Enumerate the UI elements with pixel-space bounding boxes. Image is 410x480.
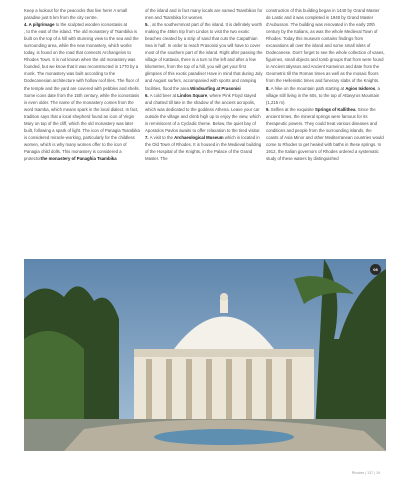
body-text: of the island and in fact many locals are named Tsambikos for men and Tsambika for women.	[145, 8, 263, 21]
body-text: , at the southernmost part of the island. It is definitely worth making the 45km trip from Lindos to visit the two exotic beaches created by a strip of sand that cuts the Carpathian Sea in half. In order to reach Prasonisi you will have to cover most of the southern part of the island. Right after passing the village of Kattavia, there is a turn to the left and after a few kilometres, from the top of a hill, you will get your first glimpses of this exotic paradise! Have in mind that during July and August surfers, accompanied with sports and camping facilities, flood the area.	[145, 22, 263, 91]
item-number: 7.	[145, 134, 150, 140]
paragraph	[24, 28, 143, 162]
item-number: 5.	[145, 22, 150, 28]
paragraph	[266, 106, 385, 162]
body-text: A hike on the mountain path starting at	[270, 85, 346, 91]
page-folio: Rhodes | 137 | 19	[351, 471, 380, 475]
highlight-text: Agios Isidoros	[345, 85, 376, 91]
highlight-text: Archaeological Museum	[174, 134, 224, 140]
text-column-1	[24, 7, 143, 162]
body-text: Selfies at the exquisite	[270, 106, 315, 112]
kallithea-springs-photo	[24, 259, 386, 451]
body-text: which is located in the Old Town of Rhodes. It is housed in the Medieval building of the Hospital of the Knights, in the Palace of the Grand Master. The	[145, 134, 262, 161]
body-text: , to the east of the island. The old monastery of Tsambika is built on the top of a hill with stunning view to the sea and the surrounding area, while the new monastery, which works today, is found on the road that connects Archangelos to Rhodes Town. It is not known when the old monastery was founded, but we know that it was reconstructed in 1770 by a monk. The monastery was built according to the Dodecanesian architecture with hollow roof tiles. The floor of the temple and the yard are covered with pebbles and shells. Some icons date from the 15th century, while the iconostasis is even older. The name of the monastery comes from the word tsamba, which means spark in the local dialect. In fact, tradition says that a local shepherd found an icon of Virgin Mary on top of the cliff, which the old monastery was later built, following a spark of light. The icon of Panagia Tsambika is considered miracle-working, particularly for the childless women, which is why many women offer to the icon of Panagia child dolls. This monastery is considered a protector	[24, 29, 140, 161]
item-number: 6.	[145, 92, 150, 98]
body-text: , where Pink Floyd stayed and chatted till late in the shadow of the ancient acropolis, which was dedicated to the goddess Athena. Leave your car outside the village and climb high up to enjoy the view, which is reminiscent of a Cycladic theme. Below, the quiet bay of Apostolos Pavlos awaits to offer relaxation to the tired visitor.	[145, 92, 261, 133]
highlight-text: A pilgrimage	[28, 22, 55, 28]
item-number: 8.	[266, 85, 271, 91]
item-number: 9.	[266, 106, 271, 112]
body-text: . Since the ancient times, the mineral springs were famous for its therapeutic powers. They could treat various diseases and conditions and people from the surrounding islands, the coasts of Asia Minor and other Mediterranean countries would come to Rhodes to get healed with baths in these springs. In 1912, the Italian governors of Rhodes ordered a systematic study of these waters by distinguished	[266, 106, 384, 161]
body-text: to the sculpted wooden iconostasis at	[54, 22, 128, 28]
paragraph	[24, 7, 143, 21]
body-text: construction of this building began in 1440 by Grand Master de Lastic and it was completed in 1948 by Grand Master d'Aubusson. The building was renovated in the early 20th century by the Italians, as was the whole Medieval Town of Rhodes. Today this museum contains findings from excavations all over the island and some small islets of Dodecanese. Don't forget to see the whole collection of vases, figurines, small objects and tomb groups that from were found in Ancient Ialyssos and Ancient Kameiros and date from the Geometric till the Roman times as well as the mosaic floors from the Hellenistic times and funerary slabs of the Knights.	[266, 8, 385, 84]
page-footer	[0, 471, 410, 478]
paragraph	[145, 21, 264, 91]
body-text: Keep a lookout for the peacocks that live here! A small paradise just 5 km from the city centre.	[24, 8, 128, 21]
body-text: A visit to the	[149, 134, 175, 140]
highlight-text: Lindos Square	[177, 92, 208, 98]
text-column-2	[145, 7, 264, 162]
highlight-text: Springs of Kallithea	[314, 106, 356, 112]
paragraph	[145, 134, 264, 162]
item-number: 4.	[24, 22, 29, 28]
text-column-3	[266, 7, 385, 162]
paragraph	[145, 92, 264, 134]
paragraph	[266, 7, 385, 85]
paragraph	[24, 21, 143, 28]
paragraph	[266, 85, 385, 106]
paragraph	[145, 7, 264, 21]
body-text: A cold beer at	[149, 92, 178, 98]
highlight-text: Windsurfing at Prasonisi	[190, 85, 241, 91]
body-text: , a village still living in the 60s, to the top of Attavyros Mountain (1,215 m).	[266, 85, 380, 105]
highlight-text: the monastery of Panaghia Tsambika	[40, 155, 117, 161]
page-badge: 08	[370, 264, 381, 275]
